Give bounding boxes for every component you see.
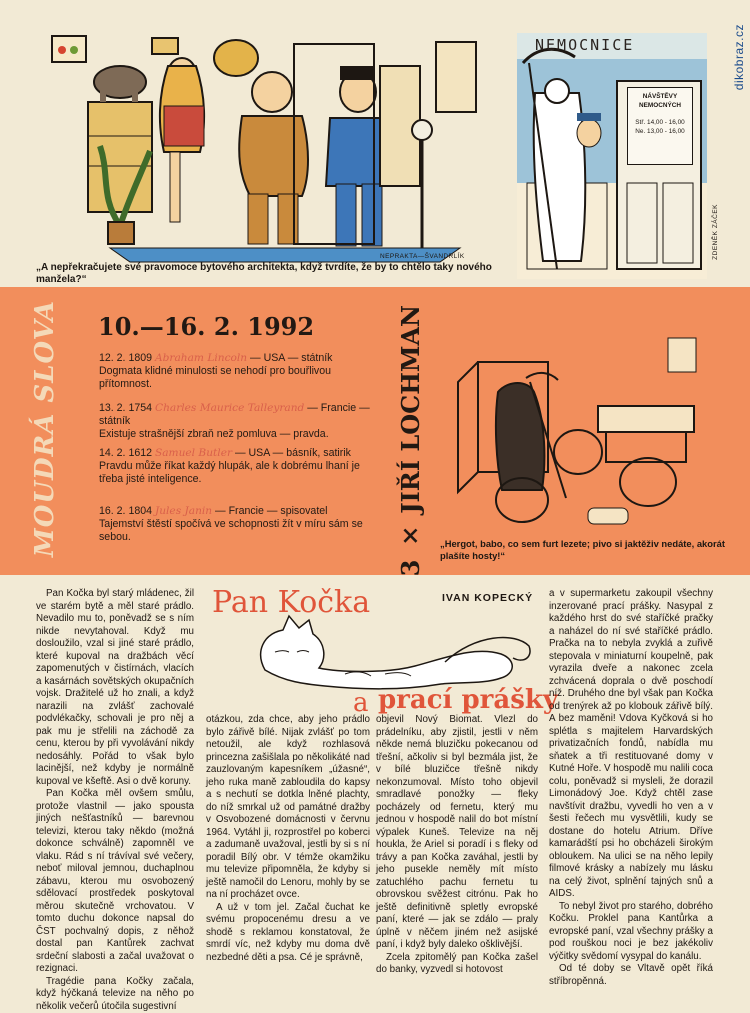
quote-author: Charles Maurice Talleyrand [155, 402, 304, 414]
paragraph: objevil Nový Biomat. Vlezl do prádelníku, aby zjistil, jestli v něm někde nemá bluzičku pokecanou od třešní, ačkoliv si byl bezmála jist, že v bílé bluzičce třešně nikdy nekonzumoval. Místo toho objevil smradlavé ponožky — fleky pocházely od fernetu, který mu jednou v hospodě nalil do bot místní výpalek Kuneš. Televize na něj houkla, že Ariel si poradí i s fleky od trávy a pan Kočka zaváhal, jestli by jeho pusekle neměly mít místo zatuchlého pachu fernetu tu obrovskou svěžest citrónu. Pak ho ještě definitivně spletly evropské paní, které — jak se zdálo — praly úplně v něčem jiném než asijské paní, i když byly daleko ošklivější. [376, 714, 538, 952]
quote-author: Abraham Lincoln [155, 352, 247, 364]
paragraph: Zcela zpitomělý pan Kočka zašel do banky, vyzvedl si hotovost [376, 952, 538, 977]
article-title-praci-prasky: prací prášky [378, 685, 558, 715]
article-column-1 [36, 588, 194, 1013]
article-author: IVAN KOPECKÝ [442, 592, 533, 604]
paragraph: A už v tom jel. Začal čuchat ke svému propocenému dresu a ve shodě s reklamou konstatoval, že smrdí víc, než kdyby mu doma dvě nezbedné děti a psa. Cé je správně, [206, 902, 370, 965]
date-range: 10.—16. 2. 1992 [98, 312, 314, 341]
paragraph: otázkou, zda chce, aby jeho prádlo bylo zářivě bílé. Nijak zvlášť po tom netoužil, ale když rozhlasová princezna zašišlala po několikáté nad zauzlovaným kapesníkem „úžasné“, jeho ruka maně zabloudila do kapsy a s nechutí se dotkla lněné plachty, do níž smrkal už od památné dražby v Osvobozené domácnosti v červnu 1964. Vytáhl ji, rozprostřel po koberci a zadumaně uvažoval, jestli by si s ní poradil Bílý obr. V témže okamžiku mu televize připomněla, že kdyby si ještě namočil do Lenoru, mohly by se na ní procházet ovce. [206, 714, 370, 902]
article-column-2 [206, 714, 370, 964]
paragraph: a v supermarketu zakoupil všechny inzerované prací prášky. Nasypal z každého hrst do své staříčké pračky a naházel do ní své staříčké prádlo. Pračka na to nebyla zvyklá a zuřivě stepovala v miniaturní koupelně, pak vyrazila dveře a nakonec zcela zchvácená doprala o dvě poschodí níž. Druhého dne byl však pan Kočka od trenýrek až po klobouk zářivě bílý. A bez maměni! Vdova Kyčková si ho splétla s majitelem Harvardských privatizačních fondů, nabídla mu sňatek a tři restituované domy v Kutné Hoře. V hospodě mu nalili coca colu, poněvadž si mysleli, že dorazil Limonádový Joe. Když chtěl zase navštívit dražbu, vyvedli ho ven a v šesti řečech mu vysvětlili, kudy se dostane do hotelu Atrium. Dříve kamarádští psi ho obcházeli širokým obloukem. Na ulici se na něho lepily filmové krásky a nabízely mu lásku na celý život, splnění tajných snů a AIDS. [549, 588, 713, 901]
quote-entry: 13. 2. 1754 Charles Maurice Talleyrand — Francie — státník Existuje strašnější zbraň než pomluva — pravda. [99, 402, 381, 442]
hospital-cartoon [517, 33, 707, 279]
article-title-pan-kocka: Pan Kočka [212, 585, 370, 620]
hospital-author: ZDENĚK ZÁČEK [712, 204, 724, 280]
paragraph: Od té doby se Vltavě opět říká stříbropěnná. [549, 963, 713, 988]
article-title-a: a [353, 688, 369, 718]
quote-author: Jules Janin [155, 505, 212, 517]
site-watermark: dikobraz.cz [732, 24, 746, 90]
pub-illustration [438, 322, 720, 532]
wise-words-title: MOUDRÁ SLOVA [30, 300, 64, 562]
notice-title: NÁVŠTĚVY NEMOCNÝCH [628, 92, 692, 110]
paragraph: To nebyl život pro starého, dobrého Kočku. Proklel pana Kantůrka a evropské paní, vzal všechny prášky a pod rouškou noci je bez jakékoliv výčitky svědomí vysypal do kanálu. [549, 901, 713, 964]
visiting-hours-notice [627, 87, 693, 165]
cartoon-illustration [40, 26, 510, 264]
cartoon-credit: NEPRAKTA—ŠVANDRLÍK [380, 253, 465, 260]
paragraph: Pan Kočka měl ovšem smůlu, protože vlastnil — jako spousta jiných nešťastníků — barevnou televizi, kterou taky někdo (možná dokonce schválně) zapomněl ve vlaku. Rád s ní trávíval své večery, neboť miloval jemnou, duchaplnou zábavu, kterou mu osvobozený sdělovací prostředek poskytoval měrou skutečně vrchovatou. V tomto duchu dokonce napsal do ČST pochvalný dopis, z něhož dostal pan Kantůrek zachvat srdeční slabosti a začal uvažovat o rezignaci. [36, 788, 194, 976]
notice-line: Ne. 13,00 - 16,00 [628, 127, 692, 136]
architect-cartoon [40, 26, 510, 264]
paragraph: Tragédie pana Kočky začala, když hýčkaná televize na něho po několik večerů útočila sugestivní [36, 976, 194, 1013]
lochman-title: 3 × JIŘÍ LOCHMAN [396, 305, 430, 555]
cartoon-caption: „A nepřekračujete své pravomoce bytového architekta, když tvrdíte, že by to chtělo taky nového manžela?“ [36, 262, 506, 286]
notice-line: Stř. 14,00 - 16,00 [628, 118, 692, 127]
paragraph: Pan Kočka byl starý mládenec, žil ve starém bytě a měl staré prádlo. Nevadilo mu to, poněvadž se s ním nikde nevytahoval. Když mu dosloužilo, vzal si jiné staré prádlo, které kupoval na dražbách věcí zapomenutých v čistírnách, vlacích a kasárnách sovětských okupačních vojsk. Dražitelé už ho znali, a když narazili na zvlášť zachovalé podvlékačky, schovali je pro něj a pak mu je střelili na záchodě za cenu, kterou by při vyvolávání nikdy nedosáhly. Pořád to však bylo lacinější, než kdyby je normálně kupoval ve kšeftě. Asi o dvě koruny. [36, 588, 194, 788]
lochman-cartoon [438, 322, 720, 532]
quote-entry: 16. 2. 1804 Jules Janin — Francie — spisovatel Tajemství štěstí spočívá ve schopnosti žít v míru sám se sebou. [99, 505, 381, 545]
article-column-3 [376, 714, 538, 977]
lochman-caption: „Hergot, babo, co sem furt lezete; pivo si jaktěživ nedáte, akorát plašíte hosty!“ [440, 538, 730, 561]
hospital-sign: NEMOCNICE [535, 36, 634, 54]
quote-entry: 14. 2. 1612 Samuel Butler — USA — básník, satirik Pravdu může říkat každý hlupák, ale k dobrému lhaní je třeba jisté inteligence. [99, 447, 381, 487]
quote-author: Samuel Butler [155, 447, 232, 459]
article-column-4 [549, 588, 713, 988]
quote-entry: 12. 2. 1809 Abraham Lincoln — USA — státník Dogmata klidné minulosti se nehodí pro bouřlivou přítomnost. [99, 352, 381, 392]
